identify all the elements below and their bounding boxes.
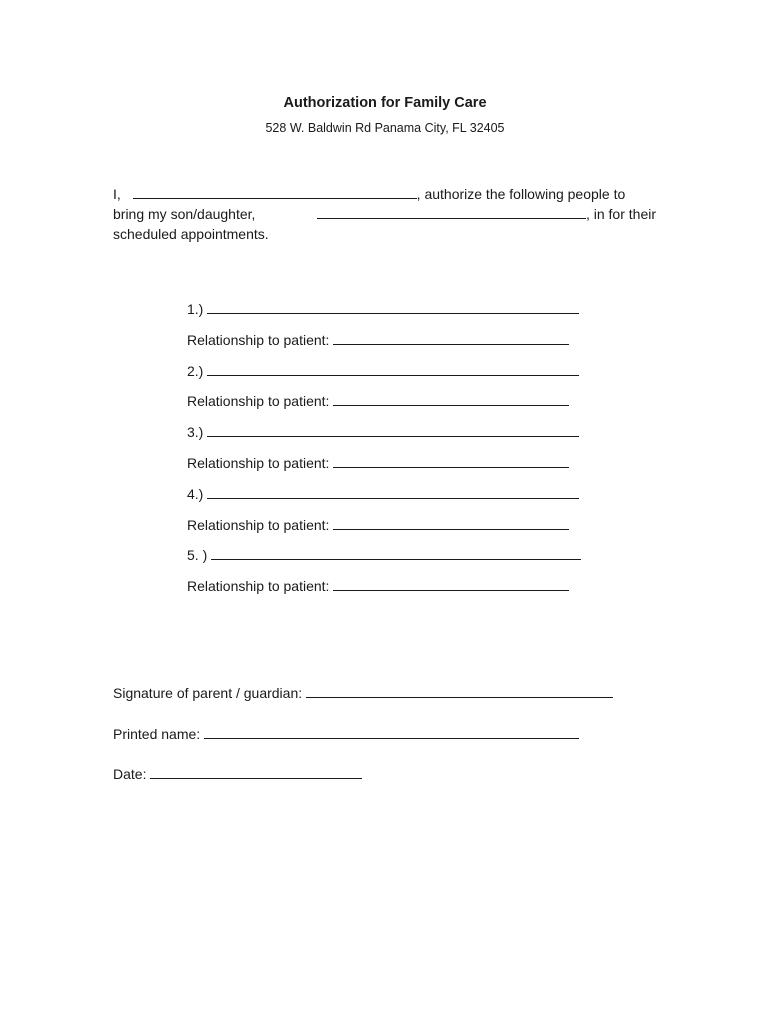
authorized-person-4 [187, 484, 581, 504]
printed-name-field[interactable] [204, 725, 579, 739]
relationship-row-5 [187, 576, 581, 596]
relationship-label: Relationship to patient: [187, 331, 330, 348]
person-number: 1.) [187, 301, 204, 317]
relationship-field[interactable] [333, 454, 569, 468]
authorized-person-2 [187, 361, 581, 381]
person-number: 5. ) [187, 547, 208, 564]
authorized-person-5 [187, 545, 581, 565]
relationship-field[interactable] [333, 392, 569, 406]
child-name-field[interactable] [317, 205, 586, 219]
date-field[interactable] [150, 765, 362, 779]
statement-bring-text: bring my son/daughter, [113, 206, 256, 222]
person-number: 3.) [187, 424, 204, 441]
authorized-people-list [187, 299, 581, 607]
statement-line-2-tail [317, 204, 656, 224]
relationship-label: Relationship to patient: [187, 578, 330, 595]
signature-label: Signature of parent / guardian: [113, 685, 303, 701]
date-row [113, 764, 362, 784]
guardian-name-field[interactable] [133, 185, 417, 199]
form-title: Authorization for Family Care [283, 95, 487, 111]
relationship-label: Relationship to patient: [187, 454, 330, 471]
statement-line-2 [113, 204, 656, 224]
statement-line-3: scheduled appointments. [113, 226, 269, 242]
person-name-field[interactable] [207, 362, 579, 376]
relationship-field[interactable] [333, 331, 569, 345]
statement-authorize-text: , authorize the following people to [416, 186, 626, 202]
authorization-statement [113, 184, 656, 244]
relationship-row-2 [187, 391, 581, 411]
relationship-row-4 [187, 515, 581, 535]
relationship-field[interactable] [333, 577, 569, 591]
statement-pronoun: I, [113, 186, 121, 202]
authorized-person-1 [187, 299, 581, 319]
statement-line-1-content [113, 186, 625, 202]
person-number: 2.) [187, 362, 204, 379]
statement-line-1 [113, 184, 656, 204]
relationship-row-1 [187, 330, 581, 350]
clinic-address: 528 W. Baldwin Rd Panama City, FL 32405 [265, 121, 505, 135]
date-label: Date: [113, 766, 147, 782]
signature-field[interactable] [306, 684, 613, 698]
signature-row [113, 683, 613, 703]
authorized-person-3 [187, 422, 581, 442]
person-name-field[interactable] [211, 546, 581, 560]
relationship-row-3 [187, 453, 581, 473]
statement-for-their-text: , in for their [585, 206, 656, 222]
person-name-field[interactable] [207, 485, 579, 499]
person-name-field[interactable] [207, 423, 579, 437]
printed-name-row [113, 724, 579, 744]
printed-name-label: Printed name: [113, 726, 201, 742]
relationship-label: Relationship to patient: [187, 393, 330, 410]
relationship-label: Relationship to patient: [187, 516, 330, 533]
relationship-field[interactable] [333, 516, 569, 530]
person-name-field[interactable] [207, 300, 579, 314]
person-number: 4.) [187, 485, 204, 502]
